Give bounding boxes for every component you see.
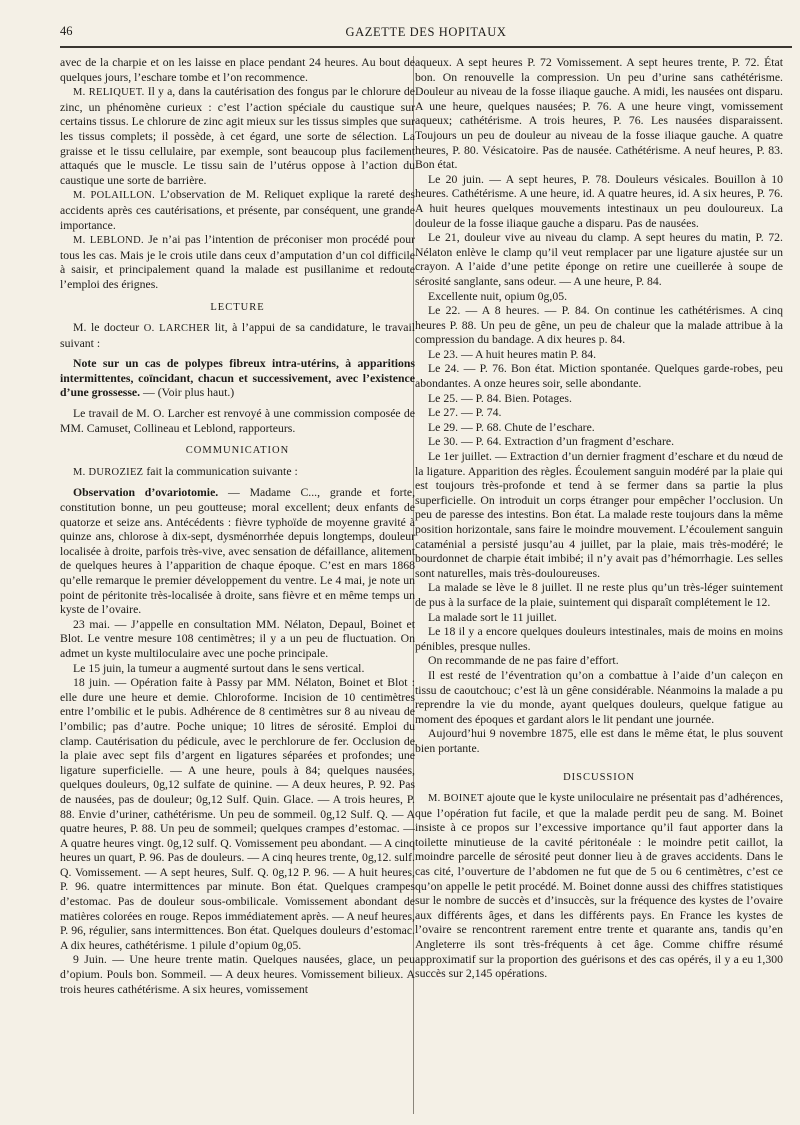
paragraph: Excellente nuit, opium 0g,05. <box>428 289 568 303</box>
paragraph <box>60 486 415 617</box>
text-run: ajoute que le kyste uniloculaire ne présentait pas d’adhérences, que l’opération fut facile, et que la malade perdit peu de sang. M. Boinet insiste à ce propos sur l’excessive importance qu’il faut apporter dans la toilette minutieuse de la cavité péritonéale : le moindre petit caillot, la moindre parcelle de sérosité peut donner lieu à de graves accidents. Dans le cas cité, l’ouverture de l’abdomen ne fut que de 5 ou 6 centimètres, c’est ce qu’on appelle le petit procédé. M. Boinet donne aussi des chiffres statistiques sur le nombre de succès et d’insuccès, sur la fréquence des kystes de l’ovaire aux différents âges, et dans les différents pays. En France les kystes de l’ovaire se rencontrent rarement entre trente et quarante ans, tandis qu’en Angleterre ils sont très-fréquents à cet âge. Comme chiffre résumé approximatif sur la proportion des guérisons et des cas opérés, il y a eu 1,300 succès sur 2,145 opérations. <box>415 791 783 981</box>
speaker-name: M. BOINET <box>428 793 484 805</box>
paragraph <box>60 465 415 481</box>
running-title: GAZETTE DES HOPITAUX <box>345 25 507 39</box>
text-run: — (Voir plus haut.) <box>143 386 235 400</box>
left-column <box>60 56 415 1116</box>
text-run: — Madame C..., grande et forte, constitution bonne, un peu goutteuse; moral excellent; deux enfants de quatorze et seize ans. Antécédents : fièvre typhoïde de moyenne gravité à quinze ans, chlorose à dix-sept, dysménorrhée depuis longtemps, douleur localisée à droite, parfois très-vive, avec sensation de défaillance, alitement de quelques heures à l’apparition de chaque époque. C’est en mars 1868 qu’elle remarque le premier développement du ventre. Le 4 mai, je note un point de péritonite très-localisée à droite, sans fièvre et en même temps un kyste de l’ovaire. <box>60 486 415 617</box>
paragraph: La malade sort le 11 juillet. <box>428 610 557 624</box>
page-header <box>60 22 792 44</box>
paragraph: Le 20 juin. — A sept heures, P. 78. Douleurs vésicales. Bouillon à 10 heures. Cathétérisme. A une heure, id. A quatre heures, id. A six heures, P. 76. A huit heures quelques mouvements intestinaux un peu douloureux. La douleur de la fosse iliaque gauche a disparu. Pas de nausées. <box>415 172 783 230</box>
paper-title-paragraph <box>60 357 415 401</box>
paragraph: Le 23. — A huit heures matin P. 84. <box>428 347 597 361</box>
section-heading-lecture: LECTURE <box>210 301 265 313</box>
page-number: 46 <box>60 24 73 38</box>
paragraph: Le travail de M. O. Larcher est renvoyé à une commission composée de MM. Camuset, Collineau et Leblond, rapporteurs. <box>60 407 415 435</box>
section-heading-discussion: DISCUSSION <box>563 771 635 783</box>
paragraph: Le 27. — P. 74. <box>428 406 502 420</box>
paragraph: Le 24. — P. 76. Bon état. Miction spontanée. Quelques garde-robes, peu abondantes. A onze heures soir, selle abondante. <box>415 362 783 391</box>
speaker-text: Il y a, dans la cautérisation des fongus par le chlorure de zinc, un phénomène curieux : c’est l’action spéciale du caustique sur certains tissus. Le chlorure de zinc agit mieux sur les tissus simples que sur les tissus complets; il possède, à cet égard, une sorte de sélection. La graisse et le tissu cellulaire, par exemple, sont beaucoup plus facilement attaqués que le muscle. Le tissu sain de l’utérus oppose à l’action du caustique une sorte de barrière. <box>60 85 415 187</box>
paragraph: Le 21, douleur vive au niveau du clamp. A sept heures du matin, P. 72. Nélaton enlève le clamp qu’il veut remplacer par une ligature ajustée sur un crayon. A l’aide d’une petite éponge on retire une cueillerée à soupe de sérosité sanglante, sans odeur. — A une heure, P. 84. <box>415 231 783 288</box>
paragraph <box>60 85 415 188</box>
paragraph: Le 18 il y a encore quelques douleurs intestinales, mais de moins en moins pénibles, presque nulles. <box>415 625 783 653</box>
paragraph: La malade se lève le 8 juillet. Il ne reste plus qu’un très-léger suintement de pus à la surface de la plaie, suintement qui disparaît complétement le 12. <box>415 581 783 609</box>
paragraph <box>60 233 415 292</box>
paragraph <box>60 188 415 233</box>
paragraph: Le 29. — P. 68. Chute de l’eschare. <box>428 420 595 434</box>
paragraph: Le 25. — P. 84. Bien. Potages. <box>428 391 572 405</box>
text-run: fait la communication suivante : <box>146 464 298 478</box>
text-run: lit, à l’appui de sa candidature, le travail suivant : <box>60 321 415 350</box>
paragraph: Le 1er juillet. — Extraction d’un dernier fragment d’eschare et du nœud de la ligature. Apparition des règles. Écoulement sanguin modéré par la plaie qui est toujours très-profonde et tend à se fermer dans sa partie la plus superficielle. On introduit un corps étranger pour empêcher l’occlusion. Un peu de paresse des intestins. Bon état. La malade reste toujours dans la même position horizontale, sans faire le moindre mouvement. L’écoulement sanguin cataménial a persisté jusqu’au 4 juillet, par la plaie, mais très-modéré; le bourdonnet de charpie était imbibé; il n’y avait pas d’hémorrhagie. Les selles sont naturelles, mais très-douloureuses. <box>415 450 783 580</box>
observation-title: Observation d’ovariotomie. <box>73 486 219 500</box>
paragraph: Aujourd’hui 9 novembre 1875, elle est dans le même état, le plus souvent bien portante. <box>415 727 783 755</box>
text-run: M. le docteur <box>73 321 140 335</box>
paragraph: Le 22. — A 8 heures. — P. 84. On continue les cathétérismes. A cinq heures P. 88. Un peu de gêne, un peu de chaleur que la malade attribue à la compression du bandage. A dix heures p. 84. <box>415 304 783 347</box>
paragraph: Le 30. — P. 64. Extraction d’un fragment d’eschare. <box>428 435 675 449</box>
paragraph: 9 Juin. — Une heure trente matin. Quelques nausées, glace, un peu d’opium. Pouls bon. Sommeil. — A deux heures. Vomissement bilieux. A trois heures cathétérisme. A six heures, vomissement <box>60 953 415 996</box>
speaker-name: M. RELIQUET. <box>73 87 145 99</box>
speaker-name: M. POLAILLON. <box>73 190 156 202</box>
section-heading-communication: COMMUNICATION <box>185 445 290 457</box>
right-column <box>415 56 783 1116</box>
paragraph <box>60 321 415 351</box>
paragraph: On recommande de ne pas faire d’effort. <box>428 654 619 668</box>
paragraph: avec de la charpie et on les laisse en place pendant 24 heures. Au bout de quelques jours, l’eschare tombe et l’on recommence. <box>60 56 415 84</box>
paragraph: Il est resté de l’éventration qu’on a combattue à l’aide d’un caleçon en tissu de caoutchouc; c’est là un gêne considérable. Néanmoins la malade a pu reprendre la vie du monde, ayant quelques douleurs, quelque fatigue au moment des époques et gardant alors le lit pendant une journée. <box>415 668 783 726</box>
header-rule <box>60 46 792 48</box>
speaker-name: M. LEBLOND. <box>73 235 144 247</box>
paragraph <box>415 791 783 982</box>
paragraph: 18 juin. — Opération faite à Passy par MM. Nélaton, Boinet et Blot : elle dure une heure et demie. Chloroforme. Incision de 10 centimètres entre l’ombilic et le pubis. Adhérence de 8 centimètres sur 8 au niveau de l’ombilic; pas d’autre. Poche unique; 10 litres de sérosité. Emploi du clamp. Cautérisation du pédicule, avec le perchlorure de fer. Occlusion de la plaie avec sept fils d’argent en ligatures séparées et profondes; une ligature superficielle. — A une heure, pouls à 84; quelques nausées, quelques douleurs, 0g,12 sulfate de quinine. — A deux heures, P. 92. Pas de nausées, pas de douleur; 0g,12 Sulf. Quin. Glace. — A trois heures, P. 88. Envie d’uriner, cathétérisme. Un peu de sommeil. 0g,12 Sulf. Q. — A quatre heures, P. 88. Un peu de sommeil; quelques crampes d’estomac. — A quatre heures vingt. 0g,12 sulf. Q. Vomissement peu abondant. — A cinq heures un quart, P. 96. Pas de douleurs. — A cinq heures trente, 0g,12. sulf. Q. Vomissement. — A sept heures, Sulf. Q. 0g,12 P. 96. — A huit heures, P. 96. quatre intermittences par minute. Bon état. Quelques crampes d’estomac. Pas de douleur sous-ombilicale. Vomissement abondant de matières colorées en rouge. Repos immédiatement après. — A neuf heures, P. 96, régulier, sans intermittences. Bon état. Quelques douleurs d’estomac. A dix heures, cathétérisme. 1 pilule d’opium 0g,05. <box>60 676 415 952</box>
paragraph: Le 15 juin, la tumeur a augmenté surtout dans le sens vertical. <box>73 661 365 675</box>
paper-title: Note sur un cas de polypes fibreux intra-utérins, à apparitions intermittentes, coïncidant, chacun et successivement, avec l’existence d’une grossesse. <box>60 357 415 400</box>
author-name: O. LARCHER <box>143 323 211 335</box>
speaker-text: L’observation de M. Reliquet explique la rareté des accidents après ces cautérisations, et présente, par conséquent, une grande importance. <box>60 188 415 232</box>
paragraph: aqueux. A sept heures P. 72 Vomissement. A sept heures trente, P. 72. État bon. On renouvelle la compression. Un peu d’urine sans cathétérisme. Douleur au niveau de la fosse iliaque gauche. A midi, les nausées ont disparu. A une heure, quelques nausées; P. 76. A une heure vingt, vomissement aqueux; cathétérisme. A trois heures, P. 76. Les nausées disparaissent. Toujours un peu de douleur au niveau de la fosse iliaque gauche. A quatre heures, P. 80. Vésicatoire. Pas de nausée. Cathétérisme. A neuf heures, P. 83. Bon état. <box>415 56 783 172</box>
paragraph: 23 mai. — J’appelle en consultation MM. Nélaton, Depaul, Boinet et Blot. Le ventre mesure 108 centimètres; il y a un peu de fluctuation. On admet un kyste multiloculaire avec une poche principale. <box>60 617 415 660</box>
speaker-name: M. DUROZIEZ <box>73 466 144 478</box>
speaker-text: Je n’ai pas l’intention de préconiser mon procédé pour tous les cas. Mais je le crois utile dans ceux d’amputation d’un col difficile à saisir, et principalement quand la malade est pusillanime et redoute l’emploi des érignes. <box>60 233 415 291</box>
